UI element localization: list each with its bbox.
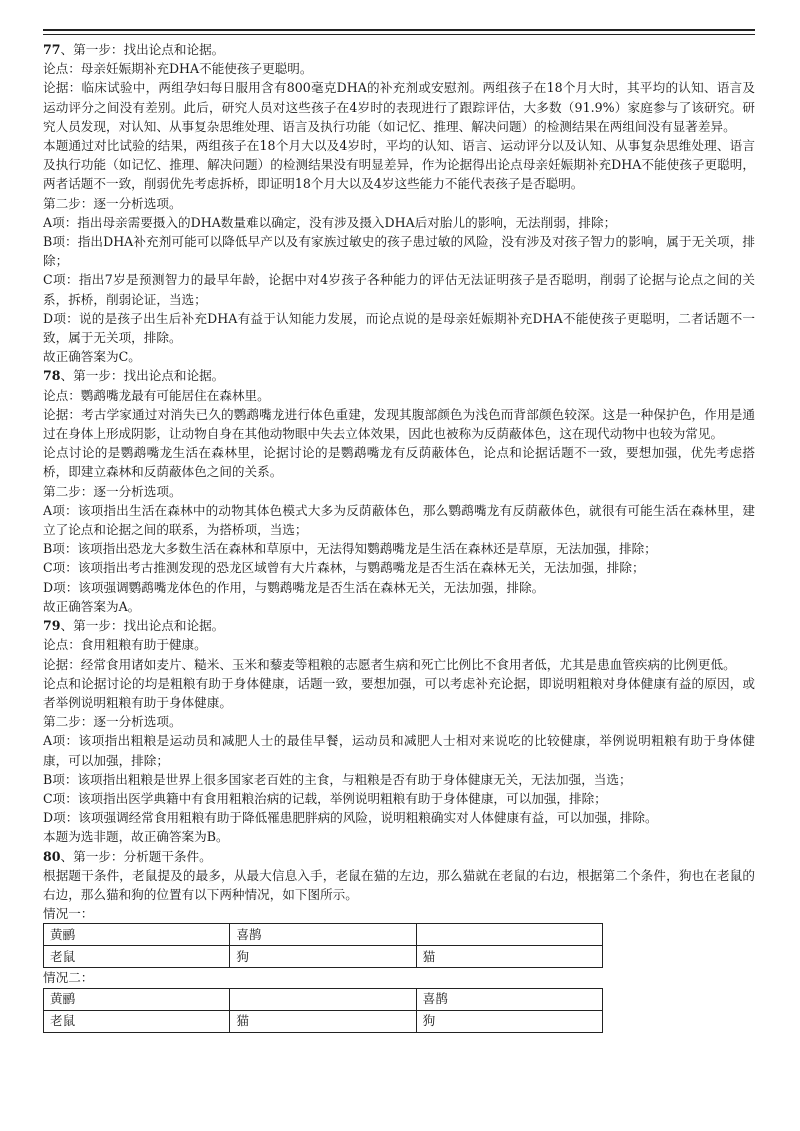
q77-option-b: B项：指出DHA补充剂可能可以降低早产以及有家族过敏史的孩子患过敏的风险，没有涉及对孩子智力的影响，属于无关项，排除；: [43, 234, 755, 269]
q77-option-c: C项：指出7岁是预测智力的最早年龄，论据中对4岁孩子各种能力的评估无法证明孩子是否聪明，削弱了论据与论点之间的关系，拆桥，削弱论证，当选；: [43, 272, 755, 307]
case1-table: [43, 923, 603, 968]
q78-number: 78: [43, 368, 61, 384]
q80-number: 80: [43, 848, 61, 864]
q77-claim: 论点：母亲妊娠期补充DHA不能使孩子更聪明。: [43, 61, 313, 77]
table-cell: 狗: [416, 1010, 602, 1032]
q79-option-b: B项：该项指出粗粮是世界上很多国家老百姓的主食，与粗粮是否有助于身体健康无关，无法加强，当选；: [43, 771, 632, 787]
table-cell: 喜鹊: [230, 924, 416, 946]
q77-step1: 77、第一步：找出论点和论据。: [43, 42, 225, 57]
table-cell: 喜鹊: [416, 988, 602, 1010]
q80-step1: 80、第一步：分析题干条件。: [43, 848, 212, 864]
q79-analysis: 论点和论据讨论的均是粗粮有助于身体健康，话题一致，要想加强，可以考虑补充论据，即说明粗粮对身体健康有益的原因，或者举例说明粗粮有助于身体健康。: [43, 675, 755, 710]
table-cell: 老鼠: [44, 946, 230, 968]
q77-analysis: 本题通过对比试验的结果，两组孩子在18个月大以及4岁时，平均的认知、语言、运动评分以及认知、从事复杂思维处理、语言及执行功能（如记忆、推理、解决问题）的检测结果没有明显差异，作为论据得出论点母亲妊娠期补充DHA不能使孩子更聪明，两者话题不一致，削弱优先考虑拆桥，即证明18个月大以及4岁这些能力不能代表孩子是否聪明。: [43, 138, 755, 192]
table-cell: 黄鹂: [44, 988, 230, 1010]
q78-step2: 第二步：逐一分析选项。: [43, 483, 182, 499]
q78-option-c: C项：该项指出考古推测发现的恐龙区域曾有大片森林，与鹦鹉嘴龙是否生活在森林无关，无法加强，排除；: [43, 560, 645, 576]
q78-step1: 78、第一步：找出论点和论据。: [43, 368, 225, 384]
q77-option-a: A项：指出母亲需要摄入的DHA数量难以确定，没有涉及摄入DHA后对胎儿的影响，无法削弱，排除；: [43, 214, 617, 230]
table-cell: 狗: [230, 946, 416, 968]
q78-analysis: 论点讨论的是鹦鹉嘴龙生活在森林里，论据讨论的是鹦鹉嘴龙有反荫蔽体色，论点和论据话题不一致，要想加强，优先考虑搭桥，即建立森林和反荫蔽体色之间的关系。: [43, 445, 755, 480]
q79-step2: 第二步：逐一分析选项。: [43, 714, 182, 730]
q79-number: 79: [43, 618, 61, 634]
q78-claim: 论点：鹦鹉嘴龙最有可能居住在森林里。: [43, 387, 270, 403]
table-cell: 猫: [416, 946, 602, 968]
q80-analysis: 根据题干条件，老鼠提及的最多，从最大信息入手，老鼠在猫的左边，那么猫就在老鼠的右边，根据第二个条件，狗也在老鼠的右边，那么猫和狗的位置有以下两种情况，如下图所示。: [43, 867, 755, 902]
q79-evidence: 论据：经常食用诸如麦片、糙米、玉米和藜麦等粗粮的志愿者生病和死亡比例比不食用者低，尤其是患血管疾病的比例更低。: [43, 656, 736, 672]
q79-option-d: D项：该项强调经常食用粗粮有助于降低罹患肥胖病的风险，说明粗粮确实对人体健康有益，可以加强，排除。: [43, 810, 658, 826]
q78-option-b: B项：该项指出恐龙大多数生活在森林和草原中，无法得知鹦鹉嘴龙是生活在森林还是草原，无法加强，排除；: [43, 541, 657, 557]
q77-evidence: 论据：临床试验中，两组孕妇每日服用含有800毫克DHA的补充剂或安慰剂。两组孩子在18个月大时，其平均的认知、语言及运动评分之间没有差别。此后，研究人员对这些孩子在4岁时的表现进行了跟踪评估，大多数（91.9%）家庭参与了该研究。研究人员发现，对认知、从事复杂思维处理、语言及执行功能（如记忆、推理、解决问题）的检测结果在两组间没有显著差异。: [43, 80, 755, 134]
case2-table: [43, 988, 603, 1033]
table-row: [44, 946, 603, 968]
header-rule-thin: [43, 34, 755, 35]
table-cell: [416, 924, 602, 946]
q78-option-d: D项：该项强调鹦鹉嘴龙体色的作用，与鹦鹉嘴龙是否生活在森林无关，无法加强，排除。: [43, 579, 545, 595]
q77-number: 77: [43, 42, 61, 57]
case2-label: 情况二：: [43, 970, 94, 986]
case1-label: 情况一：: [43, 906, 94, 922]
q78-option-a: A项：该项指出生活在森林中的动物其体色模式大多为反荫蔽体色，那么鹦鹉嘴龙有反荫蔽体色，就很有可能生活在森林里，建立了论点和论据之间的联系，为搭桥项，当选；: [43, 502, 755, 538]
q77-answer: 故正确答案为C。: [43, 349, 141, 365]
table-row: [44, 1010, 603, 1032]
q79-step1: 79、第一步：找出论点和论据。: [43, 618, 225, 634]
table-row: [44, 924, 603, 946]
q78-answer: 故正确答案为A。: [43, 598, 141, 614]
q79-option-a: A项：该项指出粗粮是运动员和减肥人士的最佳早餐，运动员和减肥人士相对来说吃的比较健康，举例说明粗粮有助于身体健康，可以加强，排除；: [43, 733, 755, 768]
table-cell: 老鼠: [44, 1010, 230, 1032]
answer-explanations: [43, 40, 755, 1033]
q77-option-d: D项：说的是孩子出生后补充DHA有益于认知能力发展，而论点说的是母亲妊娠期补充DHA不能使孩子更聪明，二者话题不一致，属于无关项，排除。: [43, 310, 755, 346]
q79-answer: 本题为选非题，故正确答案为B。: [43, 829, 229, 845]
q79-claim: 论点：食用粗粮有助于健康。: [43, 637, 207, 653]
table-cell: 猫: [230, 1010, 416, 1032]
q77-step2: 第二步：逐一分析选项。: [43, 195, 182, 211]
table-cell: 黄鹂: [44, 924, 230, 946]
table-row: [44, 988, 603, 1010]
q78-evidence: 论据：考古学家通过对消失已久的鹦鹉嘴龙进行体色重建，发现其腹部颜色为浅色而背部颜色较深。这是一种保护色，作用是通过在身体上形成阴影，让动物自身在其他动物眼中失去立体效果，因此也被称为反荫蔽体色，这在现代动物中也较为常见。: [43, 406, 755, 442]
header-rule-thick: [43, 29, 755, 31]
table-cell: [230, 988, 416, 1010]
q79-option-c: C项：该项指出医学典籍中有食用粗粮治病的记载，举例说明粗粮有助于身体健康，可以加强，排除；: [43, 790, 607, 806]
